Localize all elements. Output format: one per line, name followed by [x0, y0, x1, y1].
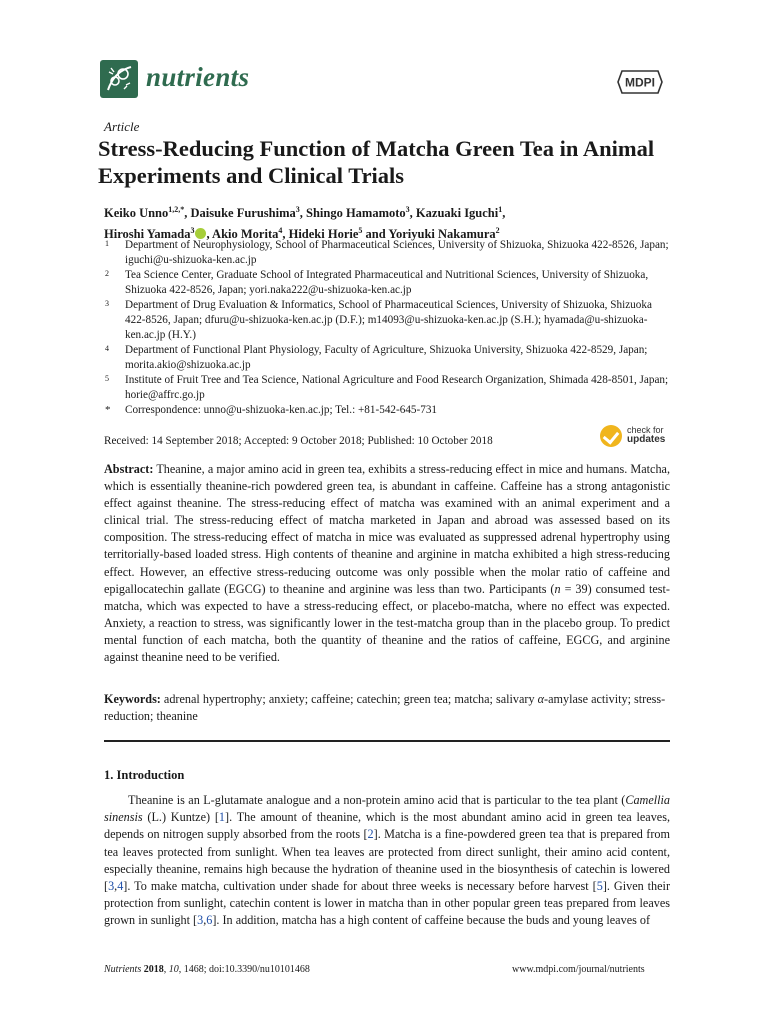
body-text: ]. The amount of theanine, which is the most abundant amino acid in green tea leaves, depends on nitrogen supply absorbed from the roots [: [104, 810, 671, 842]
author-affiliation-marker: 3: [405, 205, 410, 214]
citation-link[interactable]: 3: [108, 879, 115, 894]
footer-url[interactable]: www.mdpi.com/journal/nutrients: [512, 964, 645, 975]
article-type: Article: [104, 119, 140, 134]
citation-link[interactable]: 5: [596, 879, 603, 894]
affiliation-number: 4: [105, 344, 109, 353]
author-affiliation-marker: 2: [495, 226, 500, 236]
body-text: ]. To make matcha, cultivation under shade for about three weeks is necessary before harvest [: [123, 879, 597, 894]
affiliation-item: [104, 343, 674, 373]
affiliation-number: 1: [105, 239, 109, 248]
author-affiliation-marker: 5: [358, 226, 363, 236]
affiliation-number: 5: [105, 374, 109, 383]
affiliation-item: [104, 238, 674, 268]
citation-link[interactable]: 3: [197, 913, 204, 928]
author-affiliation-marker: 3: [190, 226, 195, 236]
species-name: Camellia sinensis: [104, 793, 670, 825]
affiliations: [104, 238, 674, 418]
author-affiliation-marker: 1,2,*: [168, 205, 185, 214]
affiliation-number: *: [105, 404, 111, 416]
publication-dates: Received: 14 September 2018; Accepted: 9 October 2018; Published: 10 October 2018: [104, 435, 493, 447]
author-separator: ,: [502, 206, 506, 221]
author-separator: ,: [206, 227, 213, 242]
footer-doi: , 1468; doi:10.3390/nu10101468: [178, 964, 310, 975]
keywords-label: Keywords:: [104, 692, 161, 706]
affiliation-text: Correspondence: unno@u-shizuoka-ken.ac.jp; Tel.: +81-542-645-731: [125, 404, 438, 416]
mdpi-text: MDPI: [625, 75, 655, 90]
citation-link[interactable]: 1: [218, 810, 226, 825]
author-name: Akio Morita: [212, 227, 279, 242]
author-name: Hideki Horie: [288, 227, 359, 242]
citation-link[interactable]: 2: [367, 827, 374, 842]
section-heading: 1. Introduction: [104, 768, 185, 782]
author-affiliation-marker: 1: [498, 205, 503, 214]
citation-link[interactable]: 4: [117, 879, 124, 894]
footer-journal: Nutrients: [104, 964, 142, 975]
affiliation-item: [104, 373, 674, 403]
affiliation-number: 2: [105, 269, 109, 278]
affiliation-item: [104, 298, 674, 343]
mdpi-logo: [616, 68, 664, 96]
updates-label: updates: [627, 434, 666, 445]
author-list: [104, 201, 684, 243]
author-affiliation-marker: 4: [278, 226, 283, 236]
footer-year: 2018: [141, 964, 164, 975]
paper-title: Stress-Reducing Function of Matcha Green Tea in Animal Experiments and Clinical Trials: [98, 136, 655, 188]
author-name: Daisuke Furushima: [190, 206, 296, 221]
affiliation-text: Department of Functional Plant Physiology, Faculty of Agriculture, Shizuoka University, Shizuoka 422-8529, Japan; morita.akio@shizuoka.ac.jp: [125, 344, 648, 371]
author-separator: ,: [184, 206, 191, 221]
abstract-text-1: Theanine, a major amino acid in green tea, exhibits a stress-reducing effect in mice and humans. Matcha, which is essentially theanine-rich powdered green tea, is abundant in caffeine. Caffeine has a strong antagonistic effect against theanine. The stress-reducing effect of matcha was examined with an animal experiment and a clinical trial. The stress-reducing effect of matcha marketed in Japan and abroad was assessed based on its composition. The stress-reducing effect of matcha in mice was evaluated as suppressed adrenal hypertrophy using territorially-based loaded stress. High contents of theanine and arginine in matcha exhibited a high stress-reducing effect. However, an effective stress-reducing outcome was only possible when the molar ratio of caffeine and epigallocatechin gallate (EGCG) to theanine and arginine was less than two. Participants (: [104, 462, 670, 596]
affiliation-text: Institute of Fruit Tree and Tea Science, National Agriculture and Food Research Organization, Shimada 428-8501, Japan; horie@affrc.go.jp: [125, 374, 669, 401]
affiliation-number: 3: [105, 299, 109, 308]
keywords-text-b: -amylase activity; stress-reduction; theanine: [104, 692, 666, 724]
abstract-label: Abstract:: [104, 462, 154, 476]
journal-logo-icon: [100, 60, 138, 98]
keywords: [104, 691, 670, 725]
body-text: ]. Given their protection from sunlight, catechin content is lower in matcha than in other popular green teas prepared from leaves grown in sunlight [: [104, 879, 671, 928]
footer-sep: ,: [163, 964, 169, 975]
author-name: Hiroshi Yamada: [104, 227, 191, 242]
introduction-paragraph: [104, 792, 670, 930]
section-divider: [104, 740, 670, 742]
author-name: Yoriyuki Nakamura: [388, 227, 496, 242]
citation-separator: ,: [114, 879, 118, 894]
body-text: Theanine is an L-glutamate analogue and a non-protein amino acid that is particular to the tea plant (: [128, 793, 626, 807]
affiliation-text: Department of Neurophysiology, School of Pharmaceutical Sciences, University of Shizuoka, Shizuoka 422-8526, Japan; iguchi@u-shizuoka-ken.ac.jp: [125, 239, 669, 266]
n-symbol: n: [554, 581, 561, 596]
author-separator: ,: [409, 206, 416, 221]
journal-name: nutrients: [146, 62, 250, 92]
citation-separator: ,: [203, 913, 207, 928]
body-text: (L.) Kuntze) [: [142, 810, 219, 825]
check-for-updates-badge[interactable]: [600, 423, 672, 451]
body-text: ]. In addition, matcha has a high content of caffeine because the buds and young leaves of: [212, 913, 651, 928]
author-name: Keiko Unno: [104, 206, 169, 221]
affiliation-item: [104, 268, 674, 298]
author-name: Kazuaki Iguchi: [415, 206, 499, 221]
abstract: [104, 461, 670, 666]
author-separator: ,: [299, 206, 306, 221]
author-separator: ,: [282, 227, 289, 242]
citation-link[interactable]: 6: [206, 913, 213, 928]
check-label: check for: [627, 425, 664, 435]
abstract-text-2: = 39) consumed test-matcha, which was expected to have a stress-reducing effect, or placebo-matcha, where no effect was expected. Anxiety, a reaction to stress, was significantly lower in the test-matcha group than in the placebo group. To predict mental function of each matcha, both the quantity of theanine and the ratios of caffeine, EGCG, and arginine against theanine need to be verified.: [104, 581, 670, 665]
footer-volume: 10: [168, 964, 179, 975]
affiliation-text: Department of Drug Evaluation & Informatics, School of Pharmaceutical Sciences, University of Shizuoka, Shizuoka 422-8526, Japan; dfuru@u-shizuoka-ken.ac.jp (D.F.); m14093@u-shizuoka-ken.ac.jp (S.H.); hyamada@u-shizuoka-ken.ac.jp (H.Y.): [125, 299, 652, 341]
author-affiliation-marker: 3: [295, 205, 300, 214]
check-mark-icon: [600, 425, 622, 447]
affiliation-item: [104, 403, 674, 418]
keywords-text-a: adrenal hypertrophy; anxiety; caffeine; catechin; green tea; matcha; salivary: [160, 692, 538, 706]
body-text: ]. Matcha is a fine-powdered green tea that is prepared from tea leaves protected from sunlight. When tea leaves are protected from direct sunlight, their amino acid content, especially theanine, remains high because the hydration of theanine used in the biosynthesis of catechin is lowered [: [104, 827, 670, 894]
footer-citation: [104, 964, 310, 975]
author-separator: and: [362, 227, 389, 242]
affiliation-text: Tea Science Center, Graduate School of Integrated Pharmaceutical and Nutritional Sciences, University of Shizuoka, Shizuoka 422-8526, Japan; yori.naka222@u-shizuoka-ken.ac.jp: [125, 269, 649, 296]
alpha-symbol: α: [537, 692, 545, 706]
author-name: Shingo Hamamoto: [306, 206, 406, 221]
